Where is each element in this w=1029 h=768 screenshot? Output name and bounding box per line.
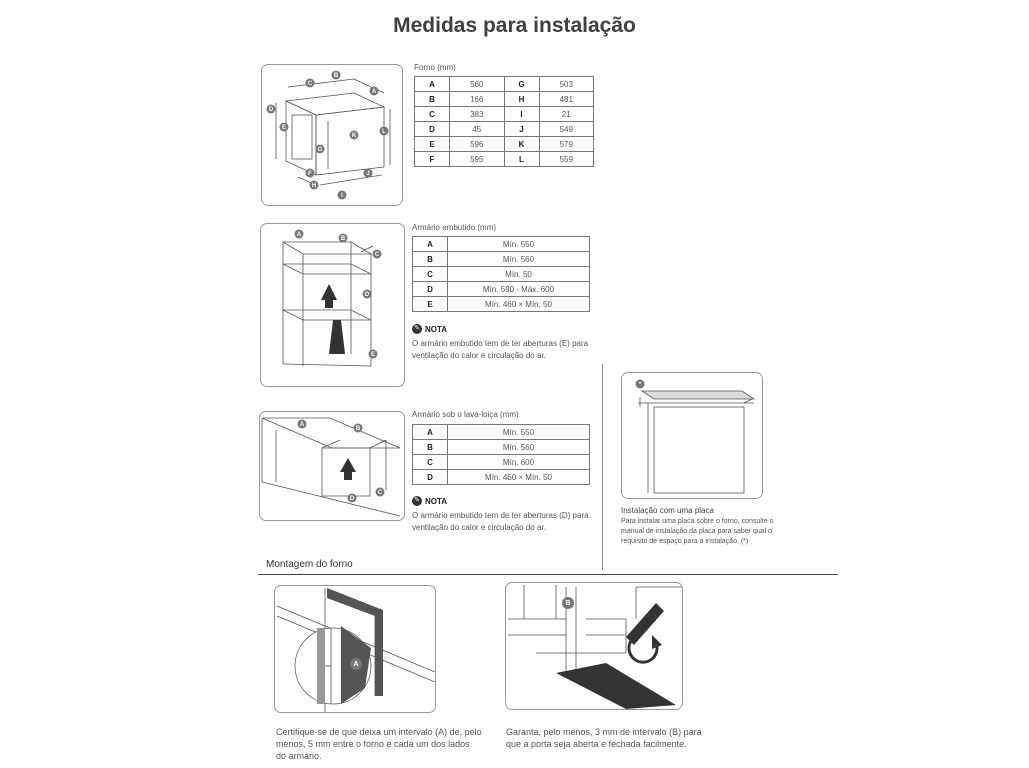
table-row: [415, 137, 594, 152]
label-a: A: [296, 232, 302, 238]
label-h: H: [311, 183, 317, 189]
undersink-dimensions-table: [412, 424, 590, 485]
cabinet-note-text: [412, 338, 602, 362]
table-row: [413, 425, 590, 440]
table-value: Mín. 600: [448, 455, 590, 470]
table-row: [413, 252, 590, 267]
oven-table-caption: Forno (mm): [414, 63, 456, 72]
table-value: 579: [539, 137, 594, 152]
table-key: G: [504, 77, 539, 92]
label-star: *: [638, 382, 642, 388]
body-line: Garanta, pelo menos, 3 mm de intervalo (B) para: [506, 727, 702, 737]
label-j: J: [366, 171, 370, 177]
table-key: D: [415, 122, 450, 137]
table-row: [413, 455, 590, 470]
label-k: K: [351, 133, 357, 139]
table-value: 383: [450, 107, 505, 122]
table-key: B: [413, 252, 448, 267]
label-c: C: [307, 81, 313, 87]
table-key: I: [504, 107, 539, 122]
table-row: [415, 107, 594, 122]
table-row: [413, 470, 590, 485]
table-row: [413, 282, 590, 297]
table-value: 481: [539, 92, 594, 107]
table-key: A: [415, 77, 450, 92]
undersink-note-text: [412, 510, 602, 534]
hob-line: requisito de espaço para a instalação. (*): [621, 538, 749, 545]
table-key: B: [413, 440, 448, 455]
assembly-rule: [258, 574, 838, 575]
table-value: 596: [450, 137, 505, 152]
table-value: Mín. 560: [448, 440, 590, 455]
table-key: C: [413, 267, 448, 282]
table-value: Mín. 550: [448, 237, 590, 252]
label-e: E: [370, 352, 376, 358]
table-key: H: [504, 92, 539, 107]
note-icon: ✎: [412, 324, 422, 334]
assembly-heading: Montagem do forno: [266, 559, 353, 570]
table-value: 559: [539, 152, 594, 167]
column-divider: [602, 364, 603, 570]
cabinet-diagram: [260, 223, 405, 387]
table-row: [415, 77, 594, 92]
table-value: Mín. 50: [448, 267, 590, 282]
table-row: [413, 267, 590, 282]
door-gap-diagram: [505, 582, 683, 710]
door-gap-text: [506, 726, 706, 750]
cabinet-drawing: [261, 224, 404, 386]
label-b: B: [355, 426, 361, 432]
table-row: [413, 237, 590, 252]
table-row: [413, 440, 590, 455]
body-line: que a porta seja aberta e fechada facilmente.: [506, 739, 687, 749]
hob-drawing: [622, 373, 762, 498]
table-row: [413, 297, 590, 312]
table-key: D: [413, 282, 448, 297]
cabinet-dimensions-table: [412, 236, 590, 312]
oven-drawing: [262, 65, 402, 205]
table-key: E: [413, 297, 448, 312]
label-c: C: [374, 252, 380, 258]
undersink-table-caption: Armário sob o lava-loiça (mm): [412, 410, 519, 419]
table-value: Mín. 460 × Mín. 50: [448, 297, 590, 312]
note-icon: ✎: [412, 496, 422, 506]
body-line: do armário.: [276, 751, 322, 761]
hob-info: [621, 506, 801, 547]
table-value: 549: [539, 122, 594, 137]
table-value: Mín. 560: [448, 252, 590, 267]
table-key: A: [413, 425, 448, 440]
label-d: D: [364, 292, 370, 298]
side-gap-diagram: [274, 585, 436, 713]
side-gap-drawing: [275, 586, 435, 712]
note-title: NOTA: [425, 496, 448, 506]
label-d: D: [268, 107, 274, 113]
table-row: [415, 152, 594, 167]
note-line: O armário embutido tem de ter aberturas (D) para: [412, 511, 589, 520]
label-b: B: [333, 73, 339, 79]
label-a: A: [371, 89, 377, 95]
door-gap-drawing: [506, 583, 682, 709]
note-line: ventilação do calor e circulação do ar.: [412, 523, 546, 532]
note-line: ventilação do calor e circulação do ar.: [412, 351, 546, 360]
table-row: [415, 92, 594, 107]
table-key: J: [504, 122, 539, 137]
label-b: B: [565, 600, 571, 607]
table-row: [415, 122, 594, 137]
undersink-note-heading: [412, 496, 447, 506]
label-d: D: [349, 496, 355, 502]
hob-title: Instalação com uma placa: [621, 506, 714, 515]
table-key: D: [413, 470, 448, 485]
hob-diagram: [621, 372, 763, 499]
label-g: G: [317, 147, 323, 153]
table-key: F: [415, 152, 450, 167]
table-value: 595: [450, 152, 505, 167]
table-value: 166: [450, 92, 505, 107]
table-key: E: [415, 137, 450, 152]
oven-dimensions-table: [414, 76, 594, 167]
table-value: 560: [450, 77, 505, 92]
undersink-drawing: [260, 412, 404, 520]
table-value: Mín. 590 - Máx. 600: [448, 282, 590, 297]
body-line: Certifique-se de que deixa um intervalo (A) de, pelo: [276, 727, 482, 737]
undersink-diagram: [259, 411, 405, 521]
side-gap-text: [276, 726, 486, 762]
body-line: menos, 5 mm entre o forno e cada um dos lados: [276, 739, 470, 749]
label-a: A: [299, 422, 305, 428]
label-l: L: [382, 129, 386, 135]
table-key: K: [504, 137, 539, 152]
note-line: O armário embutido tem de ter aberturas (E) para: [412, 339, 589, 348]
cabinet-note-heading: [412, 324, 447, 334]
hob-line: manual de instalação da placa para saber qual o: [621, 528, 772, 535]
table-key: C: [415, 107, 450, 122]
label-b: B: [340, 236, 346, 242]
table-key: B: [415, 92, 450, 107]
label-a: A: [353, 661, 359, 668]
hob-line: Para instalar uma placa sobre o forno, consulte o: [621, 518, 774, 525]
cabinet-table-caption: Armário embutido (mm): [412, 223, 497, 232]
table-value: Mín. 550: [448, 425, 590, 440]
table-key: A: [413, 237, 448, 252]
table-key: C: [413, 455, 448, 470]
oven-diagram: [261, 64, 403, 206]
table-value: Mín. 460 × Mín. 50: [448, 470, 590, 485]
note-title: NOTA: [425, 324, 448, 334]
label-e: E: [281, 125, 287, 131]
table-value: 45: [450, 122, 505, 137]
table-value: 21: [539, 107, 594, 122]
label-i: I: [341, 193, 343, 199]
page-title: Medidas para instalação: [393, 14, 636, 37]
label-f: F: [308, 171, 312, 177]
table-key: L: [504, 152, 539, 167]
label-c: C: [377, 490, 383, 496]
table-value: 503: [539, 77, 594, 92]
